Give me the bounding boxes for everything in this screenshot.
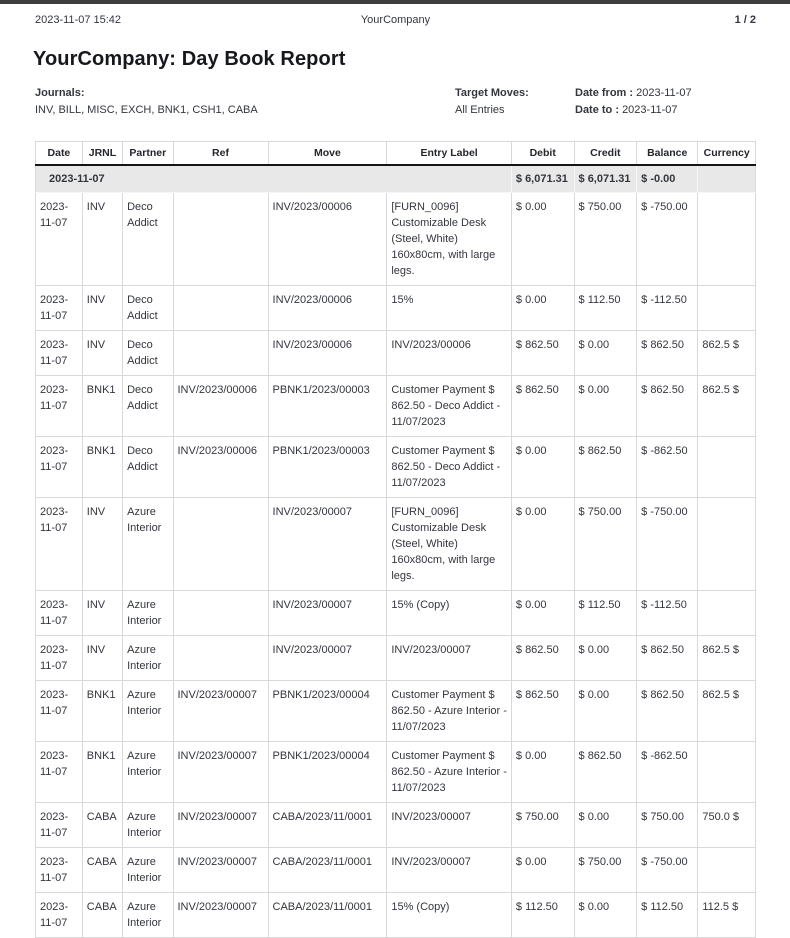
cell-currency [698,848,756,893]
cell-move: PBNK1/2023/00004 [268,742,387,803]
cell-date: 2023-11-07 [36,848,83,893]
cell-ref: INV/2023/00007 [173,742,268,803]
col-header-credit: Credit [574,142,637,166]
cell-move: INV/2023/00007 [268,498,387,591]
cell-ref: INV/2023/00007 [173,893,268,938]
date-to-label: Date to : [575,104,619,116]
cell-partner: Azure Interior [123,893,173,938]
cell-ref: INV/2023/00007 [173,803,268,848]
col-header-move: Move [268,142,387,166]
cell-date: 2023-11-07 [36,893,83,938]
cell-jrnl: BNK1 [82,376,122,437]
table-row [36,893,756,938]
daybook-table [35,141,756,938]
cell-date: 2023-11-07 [36,331,83,376]
cell-jrnl: INV [82,193,122,286]
cell-label: [FURN_0096] Customizable Desk (Steel, White) 160x80cm, with large legs. [387,193,512,286]
cell-balance: $ -862.50 [637,437,698,498]
company-name: YourCompany [360,14,431,26]
cell-debit: $ 0.00 [511,742,574,803]
cell-currency: 862.5 $ [698,636,756,681]
date-from-label: Date from : [575,87,634,99]
col-header-currency: Currency [698,142,756,166]
cell-balance: $ 112.50 [637,893,698,938]
cell-jrnl: INV [82,636,122,681]
cell-move: INV/2023/00006 [268,331,387,376]
cell-debit: $ 0.00 [511,498,574,591]
cell-move: INV/2023/00006 [268,286,387,331]
cell-date: 2023-11-07 [36,742,83,803]
cell-balance: $ 862.50 [637,681,698,742]
table-row [36,681,756,742]
cell-balance: $ 862.50 [637,376,698,437]
cell-label: Customer Payment $ 862.50 - Deco Addict - 11/07/2023 [387,437,512,498]
cell-balance: $ -862.50 [637,742,698,803]
cell-move: PBNK1/2023/00004 [268,681,387,742]
cell-currency [698,193,756,286]
cell-partner: Azure Interior [123,681,173,742]
cell-currency [698,437,756,498]
cell-partner: Azure Interior [123,498,173,591]
cell-partner: Azure Interior [123,742,173,803]
cell-currency [698,742,756,803]
cell-credit: $ 112.50 [574,286,637,331]
journals-value: INV, BILL, MISC, EXCH, BNK1, CSH1, CABA [35,104,258,116]
cell-balance: $ 862.50 [637,331,698,376]
cell-debit: $ 0.00 [511,591,574,636]
cell-date: 2023-11-07 [36,286,83,331]
cell-jrnl: CABA [82,893,122,938]
date-to-value: 2023-11-07 [622,104,678,116]
cell-ref [173,498,268,591]
cell-label: 15% (Copy) [387,893,512,938]
cell-debit: $ 0.00 [511,286,574,331]
cell-label: INV/2023/00007 [387,803,512,848]
cell-move: PBNK1/2023/00003 [268,437,387,498]
table-row [36,498,756,591]
summary-date: 2023-11-07 [36,165,512,193]
cell-jrnl: INV [82,286,122,331]
cell-partner: Deco Addict [123,437,173,498]
cell-credit: $ 750.00 [574,848,637,893]
target-moves-label: Target Moves: [455,87,529,99]
table-row [36,331,756,376]
table-row [36,636,756,681]
cell-credit: $ 750.00 [574,498,637,591]
table-row [36,848,756,893]
cell-date: 2023-11-07 [36,681,83,742]
cell-jrnl: CABA [82,848,122,893]
cell-debit: $ 862.50 [511,331,574,376]
cell-label: Customer Payment $ 862.50 - Azure Interior - 11/07/2023 [387,742,512,803]
target-moves-value: All Entries [455,104,505,116]
cell-jrnl: INV [82,591,122,636]
cell-debit: $ 0.00 [511,848,574,893]
cell-credit: $ 0.00 [574,636,637,681]
cell-credit: $ 862.50 [574,437,637,498]
window-top-edge [0,0,790,4]
cell-currency [698,498,756,591]
cell-balance: $ 862.50 [637,636,698,681]
cell-label: INV/2023/00007 [387,848,512,893]
cell-currency: 750.0 $ [698,803,756,848]
cell-currency [698,591,756,636]
cell-debit: $ 0.00 [511,437,574,498]
col-header-ref: Ref [173,142,268,166]
cell-label: INV/2023/00007 [387,636,512,681]
date-from-value: 2023-11-07 [636,87,692,99]
cell-credit: $ 0.00 [574,681,637,742]
cell-move: INV/2023/00007 [268,636,387,681]
table-row [36,376,756,437]
page-header [35,14,756,26]
table-header-row [36,142,756,166]
cell-ref [173,331,268,376]
cell-debit: $ 112.50 [511,893,574,938]
table-row [36,803,756,848]
summary-credit: $ 6,071.31 [574,165,637,193]
print-datetime: 2023-11-07 15:42 [35,14,122,26]
cell-credit: $ 750.00 [574,193,637,286]
cell-partner: Azure Interior [123,803,173,848]
cell-balance: $ -750.00 [637,498,698,591]
cell-move: CABA/2023/11/0001 [268,893,387,938]
cell-jrnl: BNK1 [82,437,122,498]
cell-credit: $ 0.00 [574,331,637,376]
cell-debit: $ 862.50 [511,376,574,437]
cell-label: Customer Payment $ 862.50 - Azure Interior - 11/07/2023 [387,681,512,742]
cell-credit: $ 0.00 [574,376,637,437]
cell-label: [FURN_0096] Customizable Desk (Steel, White) 160x80cm, with large legs. [387,498,512,591]
cell-date: 2023-11-07 [36,803,83,848]
filter-dates [575,85,756,119]
cell-currency: 862.5 $ [698,681,756,742]
report-filters [35,85,756,119]
filter-target-moves [455,85,575,119]
cell-partner: Deco Addict [123,193,173,286]
cell-jrnl: CABA [82,803,122,848]
cell-partner: Azure Interior [123,636,173,681]
col-header-entry-label: Entry Label [387,142,512,166]
cell-ref: INV/2023/00007 [173,681,268,742]
cell-ref: INV/2023/00006 [173,376,268,437]
cell-debit: $ 750.00 [511,803,574,848]
cell-ref [173,193,268,286]
cell-move: CABA/2023/11/0001 [268,803,387,848]
col-header-debit: Debit [511,142,574,166]
cell-ref [173,591,268,636]
report-title: YourCompany: Day Book Report [33,48,346,70]
cell-credit: $ 0.00 [574,893,637,938]
cell-label: INV/2023/00006 [387,331,512,376]
col-header-date: Date [36,142,83,166]
col-header-balance: Balance [637,142,698,166]
journals-label: Journals: [35,87,85,99]
col-header-jrnl: JRNL [82,142,122,166]
cell-jrnl: BNK1 [82,742,122,803]
cell-balance: $ -750.00 [637,193,698,286]
cell-currency: 862.5 $ [698,376,756,437]
table-row [36,286,756,331]
cell-ref: INV/2023/00007 [173,848,268,893]
table-row [36,193,756,286]
cell-currency [698,286,756,331]
cell-partner: Deco Addict [123,286,173,331]
cell-label: 15% (Copy) [387,591,512,636]
cell-debit: $ 0.00 [511,193,574,286]
cell-debit: $ 862.50 [511,681,574,742]
cell-label: Customer Payment $ 862.50 - Deco Addict - 11/07/2023 [387,376,512,437]
cell-date: 2023-11-07 [36,376,83,437]
cell-jrnl: INV [82,331,122,376]
date-to-row [575,102,756,119]
table-row [36,591,756,636]
cell-ref [173,286,268,331]
cell-currency: 112.5 $ [698,893,756,938]
cell-debit: $ 862.50 [511,636,574,681]
cell-date: 2023-11-07 [36,498,83,591]
cell-date: 2023-11-07 [36,636,83,681]
cell-ref [173,636,268,681]
filter-journals [35,85,455,119]
date-from-row [575,85,756,102]
cell-credit: $ 862.50 [574,742,637,803]
cell-date: 2023-11-07 [36,591,83,636]
col-header-partner: Partner [123,142,173,166]
cell-move: INV/2023/00007 [268,591,387,636]
cell-partner: Azure Interior [123,591,173,636]
cell-partner: Azure Interior [123,848,173,893]
summary-row [36,165,756,193]
report-page [0,14,790,938]
summary-currency [698,165,756,193]
cell-partner: Deco Addict [123,331,173,376]
cell-jrnl: INV [82,498,122,591]
cell-move: CABA/2023/11/0001 [268,848,387,893]
page-number: 1 / 2 [734,14,756,26]
cell-currency: 862.5 $ [698,331,756,376]
cell-credit: $ 112.50 [574,591,637,636]
cell-credit: $ 0.00 [574,803,637,848]
cell-balance: $ -750.00 [637,848,698,893]
cell-move: PBNK1/2023/00003 [268,376,387,437]
cell-move: INV/2023/00006 [268,193,387,286]
table-row [36,437,756,498]
cell-label: 15% [387,286,512,331]
cell-date: 2023-11-07 [36,193,83,286]
cell-balance: $ -112.50 [637,286,698,331]
cell-balance: $ 750.00 [637,803,698,848]
table-row [36,742,756,803]
cell-date: 2023-11-07 [36,437,83,498]
cell-ref: INV/2023/00006 [173,437,268,498]
summary-debit: $ 6,071.31 [511,165,574,193]
cell-balance: $ -112.50 [637,591,698,636]
cell-partner: Deco Addict [123,376,173,437]
summary-balance: $ -0.00 [637,165,698,193]
cell-jrnl: BNK1 [82,681,122,742]
